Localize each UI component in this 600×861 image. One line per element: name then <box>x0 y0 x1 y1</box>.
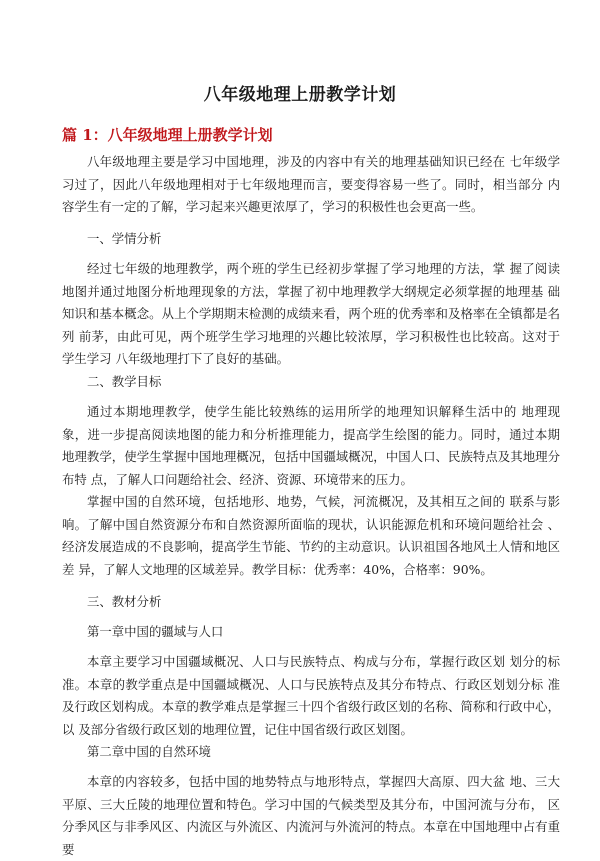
paragraph-learning-analysis: 经过七年级的地理教学，两个班的学生已经初步掌握了学习地理的方法，掌 握了阅读地图并通过地图分析地理现象的方法，掌握了初中地理教学大纲规定必须掌握的地理基 础知识和基本概念。从上个学期期末检测的成绩来看，两个班的优秀率和及格率在全镇都是名列 前茅，由此可见，两个班学生学习地理的兴趣比较浓厚，学习积极性也比较高。这对于学生学习 八年级地理打下了良好的基础。 <box>62 261 560 366</box>
heading-chapter-1: 第一章中国的疆域与人口 <box>87 624 224 639</box>
paragraph-intro: 八年级地理主要是学习中国地理，涉及的内容中有关的地理基础知识已经在 七年级学习过了，因此八年级地理相对于七年级地理而言，要变得容易一些了。同时，相当部分 内容学生有一定的了解，学习起来兴趣更浓厚了，学习的积极性也会更高一些。 <box>62 154 560 214</box>
section-subtitle: 篇 1：八年级地理上册教学计划 <box>62 126 273 144</box>
paragraph-natural-environment: 掌握中国的自然环境，包括地形、地势，气候，河流概况，及其相互之间的 联系与影响。了解中国自然资源分布和自然资源所面临的现状，认识能源危机和环境问题给社会 、经济发展造成的不良影响，提高学生节能、节约的主动意识。认识祖国各地风土人情和地区差 异，了解人文地理的区域差异。教学目标：优秀率：40%，合格率：90%。 <box>62 494 560 577</box>
heading-textbook-analysis: 三、教材分析 <box>87 594 162 609</box>
paragraph-chapter-1: 本章主要学习中国疆域概况、人口与民族特点、构成与分布，掌握行政区划 划分的标准。本章的教学重点是中国疆域概况、人口与民族特点及其分布特点、行政区划划分标 准及行政区划构成。本章的教学难点是掌握三十四个省级行政区划的名称、简称和行政中心，以 及部分省级行政区划的地理位置，记住中国省级行政区划图。 <box>62 654 560 737</box>
heading-chapter-2: 第二章中国的自然环境 <box>87 744 211 759</box>
paragraph-chapter-2: 本章的内容较多，包括中国的地势特点与地形特点，掌握四大高原、四大盆 地、三大平原、三大丘陵的地理位置和特色。学习中国的气候类型及其分布，中国河流与分布， 区分季风区与非季风区、内流区与外流区、内流河与外流河的特点。本章在中国地理中占有重要 <box>62 774 560 857</box>
heading-teaching-goals: 二、教学目标 <box>87 374 162 389</box>
document-title: 八年级地理上册教学计划 <box>203 85 397 105</box>
paragraph-teaching-goals: 通过本期地理教学，使学生能比较熟练的运用所学的地理知识解释生活中的 地理现象，进一步提高阅读地图的能力和分析推理能力，提高学生绘图的能力。同时，通过本期 地理教学，使学生掌握中国地理概况，包括中国疆域概况，中国人口、民族特点及其地理分布特 点，了解人口问题给社会、经济、资源、环境带来的压力。 <box>62 404 560 487</box>
heading-learning-analysis: 一、学情分析 <box>87 231 162 246</box>
